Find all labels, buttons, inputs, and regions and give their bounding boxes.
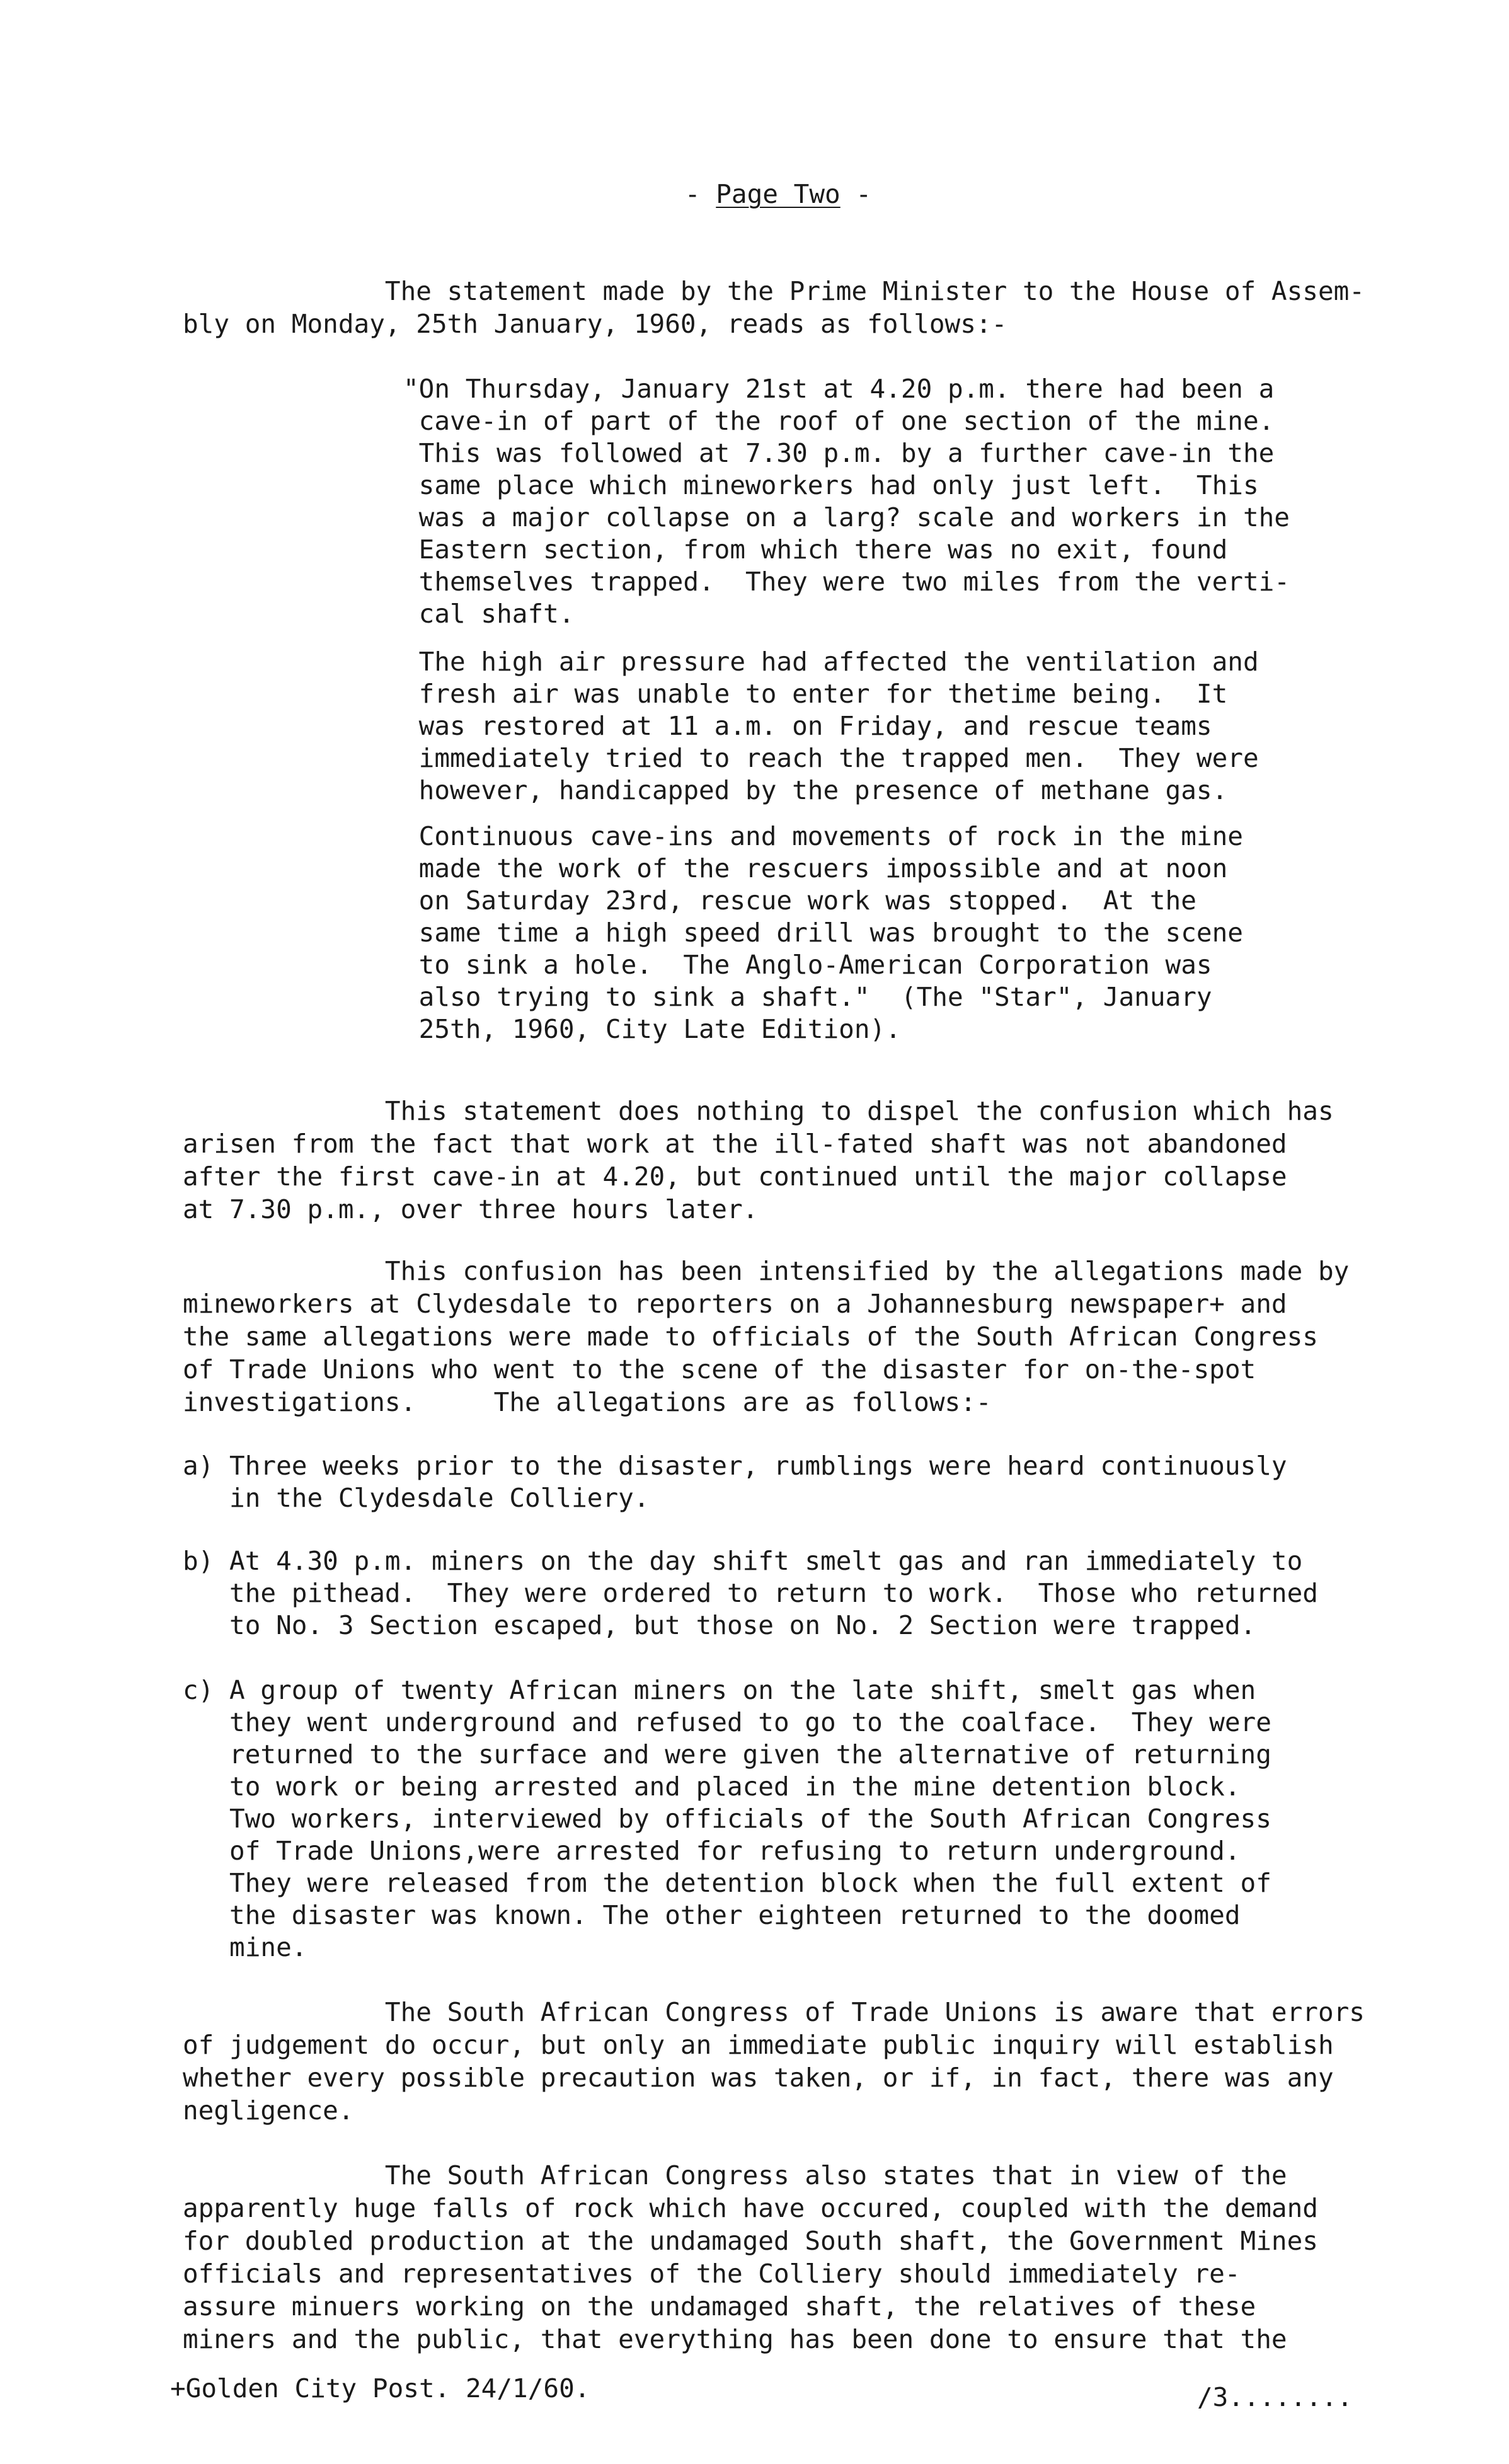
quote-paragraph-1: "On Thursday, January 21st at 4.20 p.m. there had been a cave-in of part of the roof of one section of the mine. This was followed at 7.30 p.m. by a further cave-in the same place which mineworkers had only just left. This was a major collapse on a larg? scale and workers in the Eastern section, from which there was no exit, found themselves trapped. They were two miles from the verti- cal shaft. xyxy=(403,374,1290,629)
intro-paragraph: The statement made by the Prime Minister to the House of Assem- bly on Monday, 25th January, 1960, reads as follows:- xyxy=(183,276,1365,339)
quote-paragraph-3: Continuous cave-ins and movements of rock in the mine made the work of the rescuers impossible and at noon on Saturday 23rd, rescue work was stopped. At the same time a high speed drill was brought to the scene to sink a hole. The Anglo-American Corporation was also trying to sink a shaft." (The "Star", January 25th, 1960, City Late Edition). xyxy=(418,821,1243,1044)
page-title: Page Two xyxy=(716,179,841,209)
congress-statement-paragraph: The South African Congress also states that in view of the apparently huge falls of rock which have occured, coupled with the demand for doubled production at the undamaged South shaft, the Government Mines officials and representatives of the Colliery should immediately re- assure minuers working on the undamaged shaft, the relatives of these miners and the public, that everything has been done to ensure that the xyxy=(183,2160,1318,2354)
confusion-paragraph: This statement does nothing to dispel the confusion which has arisen from the fact that work at the ill-fated shaft was not abandoned after the first cave-in at 4.20, but continued until the major collapse at 7.30 p.m., over three hours later. xyxy=(183,1096,1334,1224)
errors-paragraph: The South African Congress of Trade Unions is aware that errors of judgement do occur, but only an immediate public inquiry will establish whether every possible precaution was taken, or if, in fact, there was any negligence. xyxy=(183,1997,1365,2126)
header-prefix: - xyxy=(684,179,716,209)
page-header xyxy=(0,178,1509,210)
allegation-a: a) Three weeks prior to the disaster, rumblings were heard continuously in the Clydesdale Colliery. xyxy=(183,1451,1287,1513)
allegations-intro-paragraph: This confusion has been intensified by the allegations made by mineworkers at Clydesdale to reporters on a Johannesburg newspaper+ and the same allegations were made to officials of the South African Congress of Trade Unions who went to the scene of the disaster for on-the-spot investigations. The allegations are as follows:- xyxy=(183,1256,1350,1417)
quote-paragraph-2: The high air pressure had affected the ventilation and fresh air was unable to enter for thetime being. It was restored at 11 a.m. on Friday, and rescue teams immediately tried to reach the trapped men. They were however, handicapped by the presence of methane gas. xyxy=(418,647,1259,805)
continuation-marker: /3........ xyxy=(1197,2382,1353,2412)
header-suffix: - xyxy=(840,179,872,209)
allegation-b: b) At 4.30 p.m. miners on the day shift smelt gas and ran immediately to the pithead. They were ordered to return to work. Those who returned to No. 3 Section escaped, but those on No. 2 Section were trapped. xyxy=(183,1546,1318,1640)
allegation-c: c) A group of twenty African miners on the late shift, smelt gas when they went underground and refused to go to the coalface. They were returned to the surface and were given the alternative of returning to work or being arrested and placed in the mine detention block. Two workers, interviewed by officials of the South African Congress of Trade Unions,were arrested for refusing to return underground. They were released from the detention block when the full extent of the disaster was known. The other eighteen returned to the doomed mine. xyxy=(183,1675,1271,1962)
footnote: +Golden City Post. 24/1/60. xyxy=(170,2373,590,2404)
